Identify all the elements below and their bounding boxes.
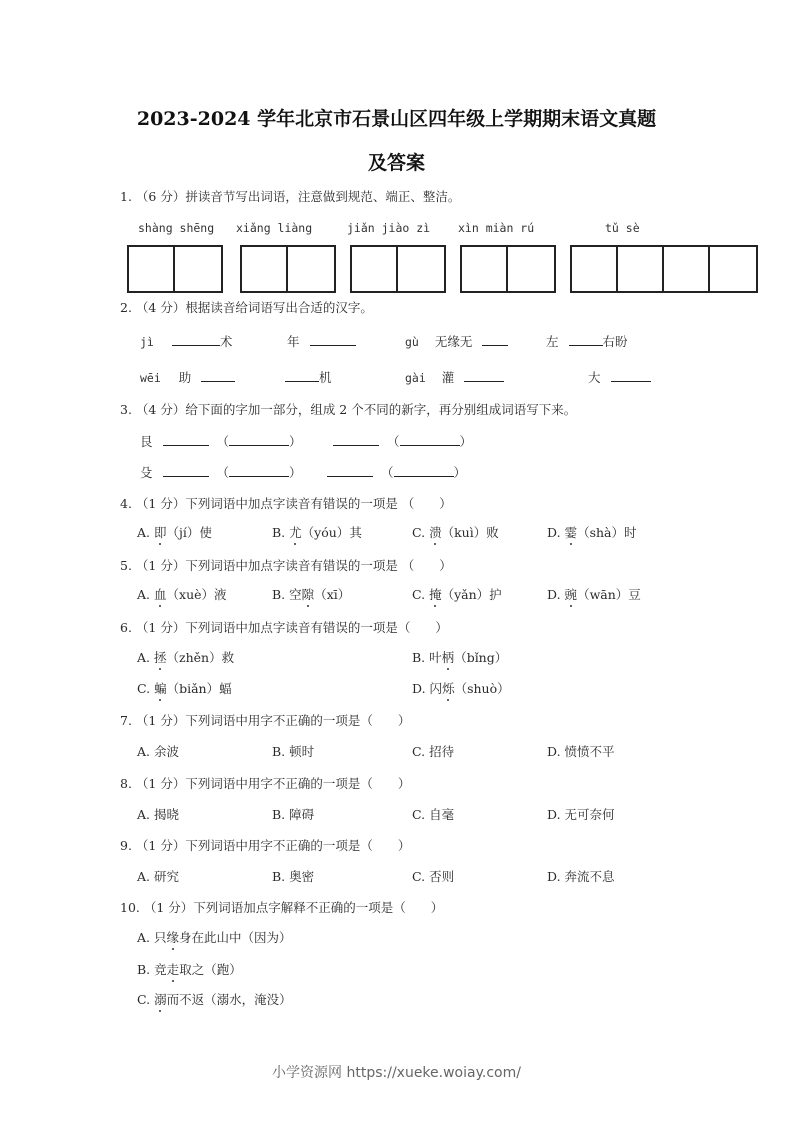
dotted-char: 缘 [166,930,180,945]
q1-pinyin-5: tǔ sè [605,221,640,235]
option-text: 救 [221,650,235,665]
q2-word: 大 [588,370,601,385]
q4-option-a[interactable] [137,523,212,541]
option-text: 液 [214,587,227,602]
q4-option-b[interactable] [272,523,362,541]
q2-pinyin: gài [405,371,426,385]
option-label: D. [547,587,561,602]
dotted-char: 霎 [564,525,578,540]
answer-blank[interactable] [464,370,504,382]
q1-answer-boxes-5 [570,245,758,293]
writing-box[interactable] [242,247,288,291]
q2-word: 术 [219,334,233,349]
option-pinyin: （yóu） [301,525,350,540]
option-label: A. [137,525,151,540]
q10-option-c[interactable] [137,990,292,1008]
q2-word: 年 [287,334,300,349]
q5-option-b[interactable] [272,585,350,603]
question-6-prompt: 6. （1 分）下列词语中加点字读音有错误的一项是（ ） [120,620,448,635]
q1-answer-boxes-2 [240,245,336,293]
q8-option-a[interactable]: A. 揭晓 [137,807,179,822]
q1-answer-boxes-4 [460,245,556,293]
q5-option-d[interactable] [547,585,641,603]
q7-option-b[interactable]: B. 顿时 [272,744,315,759]
q4-option-c[interactable] [412,523,499,541]
q1-answer-boxes-1 [127,245,223,293]
dotted-char: 尤 [289,525,302,540]
writing-box[interactable] [618,247,664,291]
dotted-char: 走 [166,962,180,977]
writing-box[interactable] [398,247,444,291]
q7-option-a[interactable]: A. 余波 [137,744,179,759]
paren: ） [459,434,473,449]
dotted-char: 即 [154,525,167,540]
q2-word: 右盼 [602,334,628,349]
q8-option-c[interactable]: C. 自毫 [412,807,455,822]
q2-row-2-d [588,368,651,386]
q5-option-a[interactable] [137,585,227,603]
q1-pinyin-3: jiǎn jiào zì [347,221,431,235]
option-label: B. [412,650,426,665]
option-label: B. [272,587,286,602]
answer-blank[interactable] [285,370,319,382]
question-9-prompt: 9. （1 分）下列词语中用字不正确的一项是（ ） [120,838,411,853]
question-4-prompt: 4. （1 分）下列词语中加点字读音有错误的一项是 （ ） [120,496,452,511]
new-char-blank[interactable] [327,465,373,477]
q2-word: 灌 [441,370,455,385]
option-text: 叶 [429,650,442,665]
q2-word: 助 [178,370,192,385]
writing-box[interactable] [352,247,398,291]
option-label: A. [137,650,151,665]
option-pinyin: （xī） [314,587,351,602]
word-blank[interactable] [394,465,454,477]
option-label: A. [137,930,151,945]
q1-pinyin-2: xiǎng liàng [236,221,313,235]
dotted-char: 拯 [154,650,167,665]
paren: （ [216,434,229,449]
q6-option-b[interactable] [412,648,507,666]
option-text: 竞 [154,962,167,977]
answer-blank[interactable] [611,370,651,382]
question-5-prompt: 5. （1 分）下列词语中加点字读音有错误的一项是 （ ） [120,558,452,573]
q2-pinyin: jì [140,335,154,349]
q2-word: 机 [319,370,332,385]
writing-box[interactable] [508,247,554,291]
q10-option-a[interactable] [137,928,292,946]
question-10-prompt: 10. （1 分）下列词语加点字解释不正确的一项是（ ） [120,900,444,915]
option-text: 使 [199,525,212,540]
dotted-char: 隙 [301,587,315,602]
answer-blank[interactable] [569,334,603,346]
document-title: 2023-2024 学年北京市石景山区四年级上学期期末语文真题 [136,108,657,130]
dotted-char: 溺 [154,992,167,1007]
q3-base-char: 殳 [140,465,153,480]
q3-row-2-b [327,463,466,481]
option-text: 空 [289,587,302,602]
option-label: B. [137,962,151,977]
writing-box[interactable] [664,247,710,291]
word-blank[interactable] [229,434,289,446]
writing-box[interactable] [572,247,618,291]
q2-row-1-c [405,332,508,350]
new-char-blank[interactable] [163,465,209,477]
answer-blank[interactable] [482,334,508,346]
question-7-prompt: 7. （1 分）下列词语中用字不正确的一项是（ ） [120,713,411,728]
dotted-char: 柄 [441,650,455,665]
option-text: 败 [486,525,499,540]
q4-option-d[interactable] [547,523,637,541]
option-label: C. [137,681,151,696]
writing-box[interactable] [462,247,508,291]
q9-option-d[interactable]: D. 奔流不息 [547,869,615,884]
paren: （ [380,465,394,480]
q1-pinyin-1: shàng shēng [138,221,215,235]
option-label: D. [547,525,561,540]
q9-option-a[interactable]: A. 研究 [137,869,179,884]
option-text: 蝠 [219,681,232,696]
q2-row-1-b [287,332,356,350]
paren: ） [289,465,302,480]
q7-option-d[interactable]: D. 愤愤不平 [547,744,615,759]
q5-option-c[interactable] [412,585,502,603]
paren: ） [289,434,302,449]
q7-option-c[interactable]: C. 招待 [412,744,455,759]
option-pinyin: （xuè） [166,587,215,602]
option-label: C. [137,992,151,1007]
q8-option-b[interactable]: B. 障碍 [272,807,315,822]
option-pinyin: （bǐng） [454,650,508,665]
q10-option-b[interactable] [137,960,242,978]
q9-option-c[interactable]: C. 否则 [412,869,455,884]
q6-option-a[interactable] [137,648,234,666]
option-text: 身在此山中（因为） [179,930,292,945]
q2-word: 左 [546,334,559,349]
dotted-char: 血 [154,587,167,602]
dotted-char: 烁 [442,681,455,696]
option-label: A. [137,587,151,602]
document-title-line2: 及答案 [367,152,425,174]
question-2-prompt: 2. （4 分）根据读音给词语写出合适的汉字。 [120,300,373,315]
new-char-blank[interactable] [333,434,379,446]
option-text: 取之（跑） [179,962,242,977]
option-text: 闪 [429,681,443,696]
option-pinyin: （kuì） [441,525,487,540]
q2-row-2 [140,368,235,386]
option-text: 而不返（溺水，淹没） [166,992,292,1007]
option-label: D. [412,681,426,696]
q2-pinyin: gù [405,335,419,349]
answer-blank[interactable] [172,334,220,346]
q6-option-c[interactable] [137,679,232,697]
dotted-char: 豌 [564,587,578,602]
question-1-prompt: 1. （6 分）拼读音节写出词语，注意做到规范、端正、整洁。 [120,189,461,204]
q2-row-1 [140,332,232,350]
q2-row-2-c [405,368,504,386]
option-text: 时 [623,525,637,540]
dotted-char: 掩 [429,587,442,602]
option-text: 其 [349,525,362,540]
paren: （ [216,465,229,480]
word-blank[interactable] [400,434,460,446]
q3-row-1-b [333,432,472,450]
q1-answer-boxes-3 [350,245,446,293]
question-3-prompt: 3. （4 分）给下面的字加一部分，组成 2 个不同的新字，再分别组成词语写下来。 [120,402,577,417]
word-blank[interactable] [229,465,289,477]
q3-row-2 [140,463,302,481]
q2-row-1-d [546,332,628,350]
option-text: 豆 [628,587,641,602]
q3-base-char: 艮 [140,434,153,449]
footer-watermark: 小学资源网 https://xueke.woiay.com/ [272,1065,521,1081]
q1-pinyin-4: xìn miàn rú [458,221,535,235]
writing-box[interactable] [129,247,175,291]
option-text: 护 [489,587,502,602]
q2-word: 无缘无 [434,334,473,349]
option-label: C. [412,525,426,540]
q9-option-b[interactable]: B. 奥密 [272,869,315,884]
option-label: C. [412,587,426,602]
option-pinyin: （wān） [577,587,629,602]
dotted-char: 溃 [429,525,442,540]
option-pinyin: （jí） [166,525,200,540]
answer-blank[interactable] [310,334,356,346]
q3-row-1 [140,432,302,450]
option-label: B. [272,525,286,540]
option-pinyin: （biǎn） [166,681,220,696]
paren: ） [453,465,467,480]
option-pinyin: （shuò） [454,681,510,696]
q6-option-d[interactable] [412,679,510,697]
q2-row-2-b [285,368,332,386]
option-pinyin: （shà） [577,525,624,540]
question-8-prompt: 8. （1 分）下列词语中用字不正确的一项是（ ） [120,776,411,791]
option-text: 只 [154,930,167,945]
option-pinyin: （yǎn） [441,587,490,602]
writing-box[interactable] [710,247,756,291]
dotted-char: 蝙 [154,681,167,696]
q8-option-d[interactable]: D. 无可奈何 [547,807,615,822]
option-pinyin: （zhěn） [166,650,222,665]
writing-box[interactable] [288,247,334,291]
new-char-blank[interactable] [163,434,209,446]
paren: （ [386,434,400,449]
answer-blank[interactable] [201,370,235,382]
q2-pinyin: wēi [140,371,161,385]
writing-box[interactable] [175,247,221,291]
